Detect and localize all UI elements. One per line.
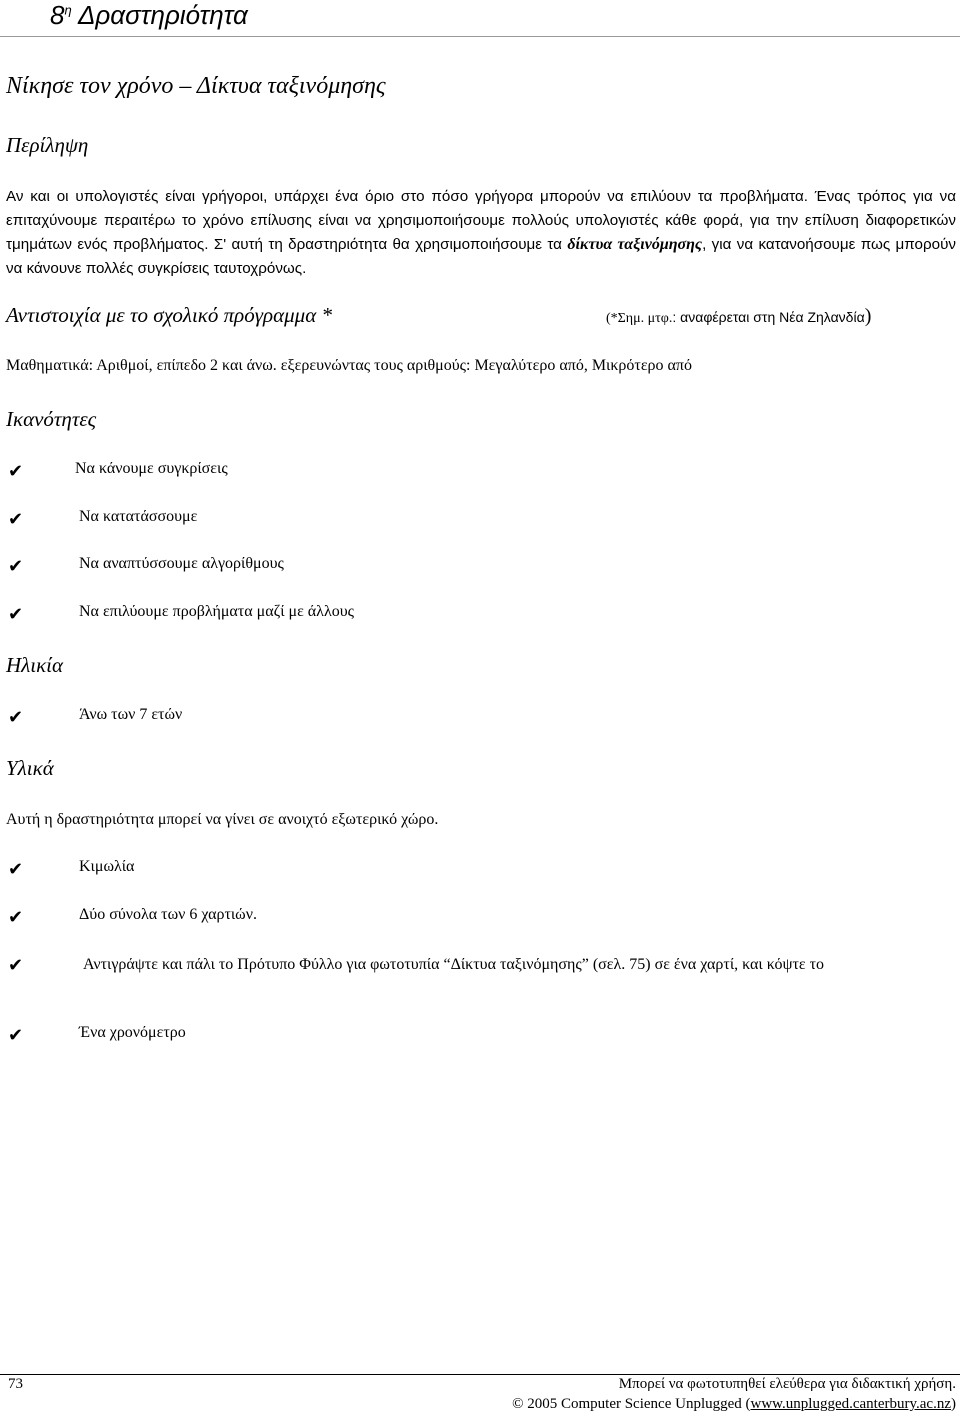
summary-heading: Περίληψη <box>6 133 89 157</box>
material-item: Δύο σύνολα των 6 χαρτιών. <box>79 906 257 923</box>
check-icon: ✔ <box>8 1025 24 1045</box>
footer-license: Μπορεί να φωτοτυπηθεί ελεύθερα για διδακτική χρήση. <box>618 1376 956 1392</box>
summary-text-2: , για να κατανοήσουμε πως μπορούν να κάνουνε πολλές συγκρίσεις ταυτοχρόνως. <box>6 236 956 277</box>
check-icon: ✔ <box>8 707 24 727</box>
material-item: Ένα χρονόμετρο <box>79 1024 186 1041</box>
chapter-label: Δραστηριότητα <box>77 0 248 30</box>
page-title: Νίκησε τον χρόνο – Δίκτυα ταξινόμησης <box>6 73 386 99</box>
age-item: Άνω των 7 ετών <box>79 706 183 723</box>
material-item: Κιμωλία <box>79 858 135 875</box>
footer-website-link[interactable]: www.unplugged.canterbury.ac.nz <box>750 1396 951 1412</box>
check-icon: ✔ <box>8 461 24 481</box>
check-icon: ✔ <box>8 509 24 529</box>
skill-item: Να επιλύουμε προβλήματα μαζί με άλλους <box>79 603 354 620</box>
check-icon: ✔ <box>8 955 24 975</box>
summary-text-1: Αν και οι υπολογιστές είναι γρήγοροι, υπάρχει ένα όριο στο πόσο γρήγορα μπορούν να επιλύουν τα προβλήματα. Ένας τρόπος για να επιταχύνουμε περαιτέρω το χρόνο επίλυσης είναι να χρησιμοποιήσουμε πολλούς υπολογιστές κάθε φορά, για την επίλυση διαφορετικών τμημάτων ενός προβλήματος. Σ' αυτή τη δραστηριότητα θα χρησιμοποιήσουμε τα <box>6 188 956 253</box>
footer-copyright <box>512 1396 956 1413</box>
footer-copyright-suffix: ) <box>951 1396 956 1412</box>
check-icon: ✔ <box>8 556 24 576</box>
check-icon: ✔ <box>8 907 24 927</box>
top-rule <box>0 36 960 37</box>
skills-heading: Ικανότητες <box>6 407 97 431</box>
material-item: Αντιγράψτε και πάλι το Πρότυπο Φύλλο για φωτοτυπία “Δίκτυα ταξινόμησης” (σελ. 75) σε ένα χαρτί, και κόψτε το <box>83 956 825 973</box>
summary-emphasis: δίκτυα ταξινόμησης <box>567 236 703 253</box>
check-icon: ✔ <box>8 604 24 624</box>
check-icon: ✔ <box>8 859 24 879</box>
footer-rule <box>0 1374 960 1375</box>
chapter-heading <box>50 0 248 31</box>
skill-item: Να αναπτύσσουμε αλγορίθμους <box>79 555 284 572</box>
curriculum-text: Μαθηματικά: Αριθμοί, επίπεδο 2 και άνω. εξερευνώντας τους αριθμούς: Μεγαλύτερο από, Μικρότερο από <box>6 357 692 374</box>
footer-copyright-prefix: © 2005 Computer Science Unplugged ( <box>512 1396 751 1412</box>
curriculum-note <box>606 305 871 328</box>
age-heading: Ηλικία <box>6 653 64 677</box>
curriculum-note-rest: : αναφέρεται στη Νέα Ζηλανδία <box>672 309 865 325</box>
materials-heading: Υλικά <box>6 756 54 780</box>
curriculum-heading: Αντιστοιχία με το σχολικό πρόγραμμα * <box>6 303 332 327</box>
curriculum-note-open: (*Σημ. μτφ. <box>606 311 673 326</box>
chapter-number: 8 <box>50 0 65 30</box>
curriculum-note-close: ) <box>864 305 872 327</box>
skill-item: Να κατατάσσουμε <box>79 508 198 525</box>
chapter-number-sup: η <box>64 2 72 18</box>
page-number: 73 <box>8 1376 23 1392</box>
materials-intro: Αυτή η δραστηριότητα μπορεί να γίνει σε ανοιχτό εξωτερικό χώρο. <box>6 811 439 828</box>
skill-item: Να κάνουμε συγκρίσεις <box>75 460 228 477</box>
summary-paragraph <box>6 185 956 281</box>
